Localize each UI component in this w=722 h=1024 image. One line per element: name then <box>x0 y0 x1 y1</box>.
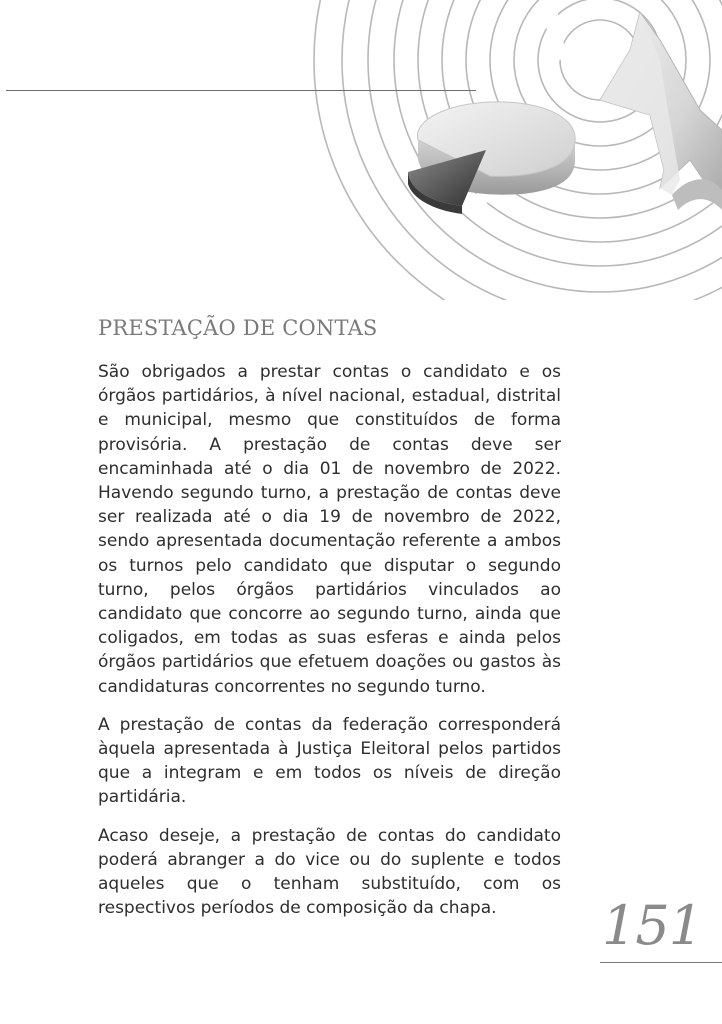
page-number-rule <box>600 962 722 963</box>
top-rule <box>6 90 476 91</box>
body-text <box>98 360 561 934</box>
section-title: PRESTAÇÃO DE CONTAS <box>98 316 378 340</box>
paragraph-2: A prestação de contas da federação corresponderá àquela apresentada à Justiça Eleitoral pelos partidos que a integram e em todos os níveis de direção partidária. <box>98 714 561 808</box>
pie-chart-arrow-icon <box>0 0 722 300</box>
paragraph-1: São obrigados a prestar contas o candidato e os órgãos partidários, à nível nacional, estadual, distrital e municipal, mesmo que constituídos de forma provisória. A prestação de contas deve ser encaminhada até o dia 01 de novembro de 2022. Havendo segundo turno, a prestação de contas deve ser realizada até o dia 19 de novembro de 2022, sendo apresentada documentação referente a ambos os turnos pelo candidato que disputar o segundo turno, pelos órgãos partidários vinculados ao candidato que concorre ao segundo turno, ainda que coligados, em todas as suas esferas e ainda pelos órgãos partidários que efetuem doações ou gastos às candidaturas concorrentes no segundo turno. <box>98 362 561 697</box>
paragraph-3: Acaso deseje, a prestação de contas do candidato poderá abranger a do vice ou do suplente e todos aqueles que o tenham substituído, com os respectivos períodos de composição da chapa. <box>98 825 561 919</box>
page-number: 151 <box>602 894 703 957</box>
upward-arrow <box>600 12 722 210</box>
